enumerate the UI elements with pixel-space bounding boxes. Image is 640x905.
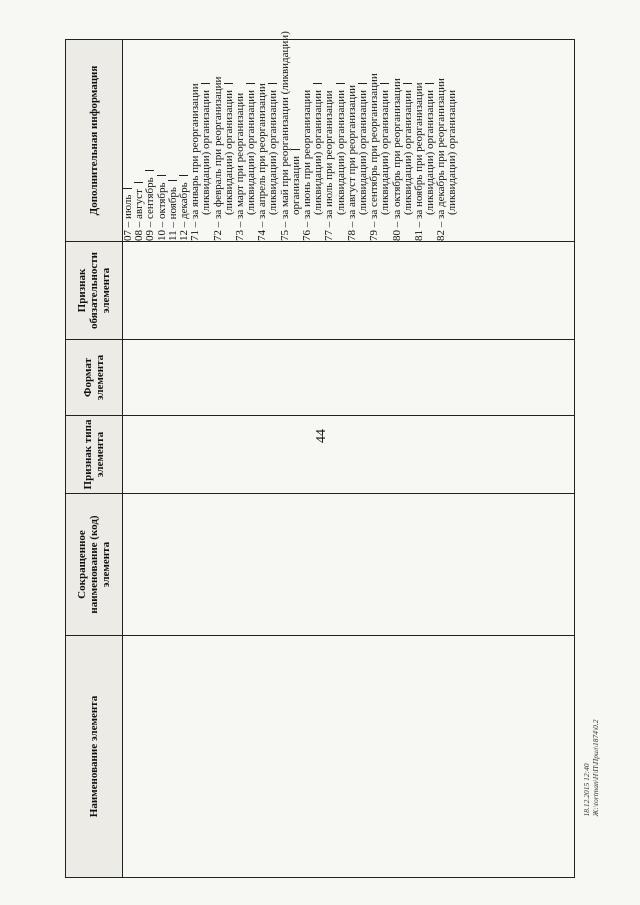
field-marker — [157, 175, 166, 176]
info-line-text: 71 – за январь при реорганизации — [189, 83, 202, 241]
info-line-text: 80 – за октябрь при реорганизации — [390, 78, 403, 241]
page-number: 44 — [314, 429, 329, 443]
info-line-text: 11 – ноябрь — [166, 187, 179, 241]
cell-element-code — [123, 494, 575, 636]
data-table-frame — [65, 31, 575, 878]
info-line-text: (ликвидации) организации — [379, 89, 392, 215]
footer-stamp — [582, 719, 600, 816]
field-marker — [358, 83, 367, 84]
data-table — [65, 31, 575, 878]
info-line-text: (ликвидации) организации — [334, 89, 347, 215]
field-marker — [268, 83, 277, 84]
info-line-text: (ликвидации) организации — [401, 89, 414, 215]
info-line-text: (ликвидации) организации — [245, 89, 258, 215]
field-marker — [123, 188, 132, 189]
info-line-text: 74 – за апрель при реорганизации — [256, 83, 269, 241]
info-line-text: организации — [289, 155, 302, 215]
info-line-text: (ликвидации) организации — [356, 89, 369, 215]
info-line-text: 81 – за ноябрь при реорганизации — [412, 82, 425, 241]
info-line-text: 07 – июль — [122, 194, 134, 241]
field-marker — [201, 83, 210, 84]
cell-element-name — [123, 636, 575, 878]
info-line-text: 73 – за март при реорганизации — [233, 92, 246, 241]
info-line-text: 12 – декабрь — [177, 182, 190, 241]
cell-element-type — [123, 416, 575, 494]
info-line-text: (ликвидации) организации — [267, 89, 280, 215]
header-element-type: Признак типа элемента — [66, 416, 123, 494]
info-line-text: 77 – за июль при реорганизации — [323, 90, 336, 241]
cell-element-required — [123, 242, 575, 340]
header-element-format: Формат элемента — [66, 340, 123, 416]
field-marker — [179, 175, 188, 176]
info-line-text: 75 – за май при реорганизации (ликвидации) — [278, 31, 291, 241]
cell-element-format — [123, 340, 575, 416]
header-element-code: Сокращенное наименование (код) элемента — [66, 494, 123, 636]
info-line-text: 79 – за сентябрь при реорганизации — [368, 73, 381, 241]
header-additional-info: Дополнительная информация — [66, 40, 123, 242]
info-line-text: 82 – за декабрь при реорганизации — [435, 78, 448, 241]
field-marker — [380, 83, 389, 84]
info-line-text: (ликвидации) организации — [222, 89, 235, 215]
info-line-text: (ликвидации) организации — [424, 89, 437, 215]
field-marker — [224, 83, 233, 84]
field-marker — [145, 170, 154, 171]
info-line-text: 76 – за июнь при реорганизации — [301, 89, 313, 241]
additional-info-list — [122, 31, 459, 241]
footer-file-path: Ж:\tortman\Н\П\Прил\1874\0.2 — [591, 719, 600, 817]
info-line-text: (ликвидации) организации — [446, 89, 459, 215]
cell-additional-info — [122, 31, 575, 242]
info-line-text: 10 – октябрь — [155, 182, 168, 241]
info-line-text: 08 – август — [133, 189, 146, 241]
info-line-text: (ликвидации) организации — [200, 89, 213, 215]
info-line-text: (ликвидации) организации — [312, 89, 325, 215]
field-marker — [246, 83, 255, 84]
field-marker — [425, 83, 434, 84]
field-marker — [403, 83, 412, 84]
table-row — [123, 40, 575, 878]
table-header-row — [66, 40, 123, 878]
info-line — [447, 40, 458, 241]
field-marker — [336, 83, 345, 84]
field-marker — [168, 180, 177, 181]
field-marker — [291, 149, 300, 150]
data-table-rotated — [65, 31, 575, 878]
field-marker — [134, 182, 143, 183]
info-line-text: 78 – за август при реорганизации — [345, 85, 358, 241]
header-element-required: Признак обязательности элемента — [66, 242, 123, 340]
info-line-text: 09 – сентябрь — [144, 177, 157, 241]
field-marker — [313, 83, 322, 84]
footer-timestamp: 18.12.2015 12:40 — [582, 763, 591, 817]
info-line-text: 72 – за февраль при реорганизации — [211, 76, 224, 241]
header-element-name: Наименование элемента — [66, 636, 123, 878]
